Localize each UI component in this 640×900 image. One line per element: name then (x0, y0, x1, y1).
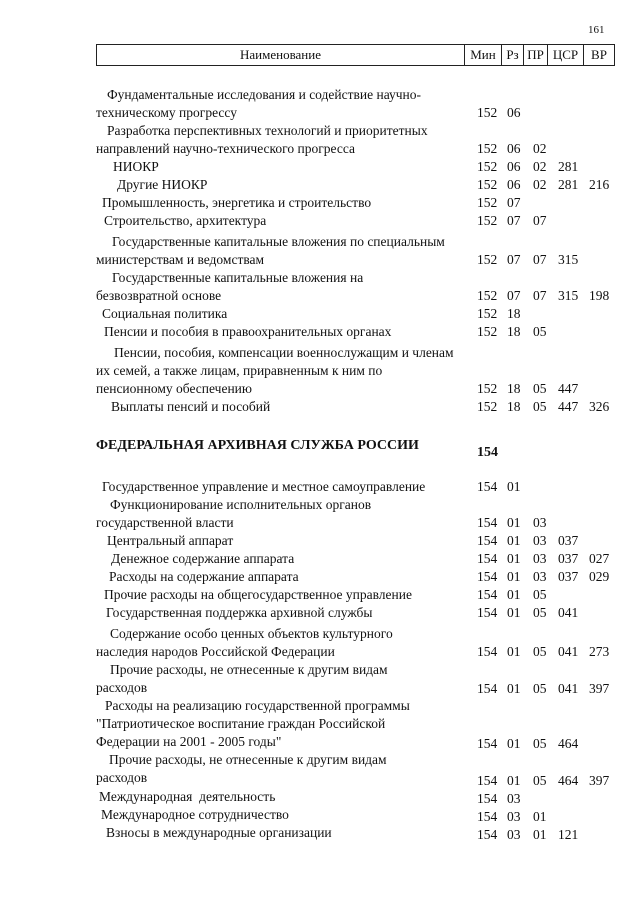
code-csr: 315 (558, 288, 579, 303)
code-rz: 01 (507, 605, 521, 620)
row-name-line: Выплаты пенсий и пособий (111, 399, 271, 414)
code-min: 154 (477, 809, 498, 824)
code-csr: 464 (558, 736, 579, 751)
code-rz: 18 (507, 381, 521, 396)
code-vr: 397 (589, 681, 610, 696)
table-header (96, 44, 615, 66)
code-min: 154 (477, 515, 498, 530)
code-rz: 01 (507, 644, 521, 659)
code-csr: 315 (558, 252, 579, 267)
code-min: 152 (477, 288, 498, 303)
row-name-line: Содержание особо ценных объектов культурного (110, 626, 393, 641)
code-min: 152 (477, 306, 498, 321)
header-rz: Рз (501, 45, 523, 65)
code-min: 154 (477, 445, 498, 460)
code-rz: 07 (507, 213, 521, 228)
section-heading-text: ФЕДЕРАЛЬНАЯ АРХИВНАЯ СЛУЖБА РОССИИ (96, 438, 419, 453)
code-min: 154 (477, 479, 498, 494)
code-rz: 01 (507, 515, 521, 530)
code-csr: 447 (558, 399, 579, 414)
row-name-line: пенсионному обеспечению (96, 381, 252, 396)
code-rz: 03 (507, 791, 521, 806)
code-min: 154 (477, 791, 498, 806)
code-pr: 05 (533, 736, 547, 751)
code-pr: 05 (533, 324, 547, 339)
row-name-line: безвозвратной основе (96, 288, 222, 303)
code-pr: 03 (533, 569, 547, 584)
row-name-line: Международная деятельность (99, 789, 276, 804)
row-name-line: Расходы на содержание аппарата (109, 569, 299, 584)
code-csr: 121 (558, 827, 579, 842)
code-vr: 029 (589, 569, 610, 584)
code-rz: 06 (507, 141, 521, 156)
row-name-line: наследия народов Российской Федерации (96, 644, 335, 659)
code-min: 152 (477, 399, 498, 414)
code-pr: 05 (533, 773, 547, 788)
code-min: 154 (477, 569, 498, 584)
code-csr: 041 (558, 644, 579, 659)
code-rz: 01 (507, 551, 521, 566)
row-name-line: Государственные капитальные вложения по специальным (112, 234, 445, 249)
code-rz: 01 (507, 569, 521, 584)
row-name-line: НИОКР (113, 159, 159, 174)
code-min: 154 (477, 827, 498, 842)
code-min: 152 (477, 252, 498, 267)
code-min: 154 (477, 605, 498, 620)
row-name-line: министерствам и ведомствам (96, 252, 265, 267)
code-pr: 01 (533, 809, 547, 824)
row-name-line: расходов (96, 680, 148, 695)
row-name-line: Денежное содержание аппарата (111, 551, 295, 566)
code-min: 152 (477, 177, 498, 192)
code-csr: 281 (558, 177, 579, 192)
code-csr: 037 (558, 569, 579, 584)
code-rz: 06 (507, 159, 521, 174)
code-rz: 07 (507, 288, 521, 303)
row-name-line: Пенсии, пособия, компенсации военнослужащим и членам (114, 345, 454, 360)
code-rz: 01 (507, 736, 521, 751)
header-min: Мин (464, 45, 501, 65)
code-pr: 05 (533, 381, 547, 396)
code-pr: 05 (533, 681, 547, 696)
code-min: 152 (477, 195, 498, 210)
row-name-line: расходов (96, 770, 148, 785)
code-min: 154 (477, 533, 498, 548)
code-csr: 037 (558, 551, 579, 566)
code-pr: 03 (533, 533, 547, 548)
code-min: 152 (477, 381, 498, 396)
code-rz: 01 (507, 587, 521, 602)
code-rz: 01 (507, 681, 521, 696)
code-pr: 05 (533, 605, 547, 620)
row-name-line: Строительство, архитектура (104, 213, 267, 228)
code-pr: 07 (533, 213, 547, 228)
row-name-line: Государственное управление и местное самоуправление (102, 479, 426, 494)
row-name-line: Центральный аппарат (107, 533, 234, 548)
code-pr: 05 (533, 587, 547, 602)
code-rz: 03 (507, 827, 521, 842)
code-min: 154 (477, 587, 498, 602)
code-min: 154 (477, 773, 498, 788)
code-min: 152 (477, 324, 498, 339)
code-rz: 07 (507, 252, 521, 267)
code-csr: 041 (558, 681, 579, 696)
row-name-line: Расходы на реализацию государственной программы (105, 698, 410, 713)
row-name-line: государственной власти (96, 515, 234, 530)
code-pr: 05 (533, 644, 547, 659)
code-pr: 02 (533, 159, 547, 174)
row-name-line: Государственные капитальные вложения на (112, 270, 364, 285)
code-min: 154 (477, 551, 498, 566)
code-min: 152 (477, 213, 498, 228)
code-min: 154 (477, 736, 498, 751)
code-rz: 01 (507, 533, 521, 548)
code-min: 152 (477, 159, 498, 174)
code-vr: 027 (589, 551, 610, 566)
code-rz: 07 (507, 195, 521, 210)
row-name-line: техническому прогрессу (96, 105, 237, 120)
row-name-line: Другие НИОКР (117, 177, 208, 192)
row-name-line: Прочие расходы, не отнесенные к другим видам (110, 662, 388, 677)
code-csr: 041 (558, 605, 579, 620)
code-rz: 01 (507, 773, 521, 788)
header-csr: ЦСР (547, 45, 583, 65)
page-number: 161 (588, 24, 605, 36)
code-csr: 037 (558, 533, 579, 548)
code-vr: 397 (589, 773, 610, 788)
row-name-line: Международное сотрудничество (101, 807, 289, 822)
row-name-line: Функционирование исполнительных органов (110, 497, 372, 512)
row-name-line: их семей, а также лицам, приравненным к ним по (96, 363, 383, 378)
header-pr: ПР (523, 45, 547, 65)
code-rz: 18 (507, 306, 521, 321)
code-rz: 01 (507, 479, 521, 494)
code-pr: 03 (533, 551, 547, 566)
code-min: 152 (477, 141, 498, 156)
code-rz: 18 (507, 324, 521, 339)
code-rz: 18 (507, 399, 521, 414)
header-vr: ВР (583, 45, 614, 65)
row-name-line: Государственная поддержка архивной службы (106, 605, 373, 620)
code-min: 154 (477, 681, 498, 696)
row-name-line: Прочие расходы на общегосударственное управление (104, 587, 412, 602)
code-pr: 05 (533, 399, 547, 414)
row-name-line: Разработка перспективных технологий и приоритетных (107, 123, 428, 138)
code-pr: 07 (533, 252, 547, 267)
row-name-line: Прочие расходы, не отнесенные к другим видам (109, 752, 387, 767)
code-min: 152 (477, 105, 498, 120)
code-rz: 06 (507, 177, 521, 192)
code-rz: 03 (507, 809, 521, 824)
code-vr: 273 (589, 644, 610, 659)
code-pr: 03 (533, 515, 547, 530)
row-name-line: Взносы в международные организации (106, 825, 332, 840)
code-pr: 07 (533, 288, 547, 303)
row-name-line: Социальная политика (102, 306, 228, 321)
code-csr: 447 (558, 381, 579, 396)
code-min: 154 (477, 644, 498, 659)
row-name-line: Фундаментальные исследования и содействие научно- (107, 87, 422, 102)
code-vr: 198 (589, 288, 610, 303)
header-name: Наименование (240, 47, 321, 62)
code-pr: 01 (533, 827, 547, 842)
row-name-line: Пенсии и пособия в правоохранительных органах (104, 324, 392, 339)
code-csr: 281 (558, 159, 579, 174)
code-csr: 464 (558, 773, 579, 788)
code-rz: 06 (507, 105, 521, 120)
code-vr: 216 (589, 177, 610, 192)
code-pr: 02 (533, 141, 547, 156)
code-pr: 02 (533, 177, 547, 192)
code-vr: 326 (589, 399, 610, 414)
row-name-line: направлений научно-технического прогресса (96, 141, 355, 156)
row-name-line: Промышленность, энергетика и строительство (102, 195, 372, 210)
row-name-line: "Патриотическое воспитание граждан Российской (96, 716, 386, 731)
row-name-line: Федерации на 2001 - 2005 годы" (96, 734, 282, 749)
